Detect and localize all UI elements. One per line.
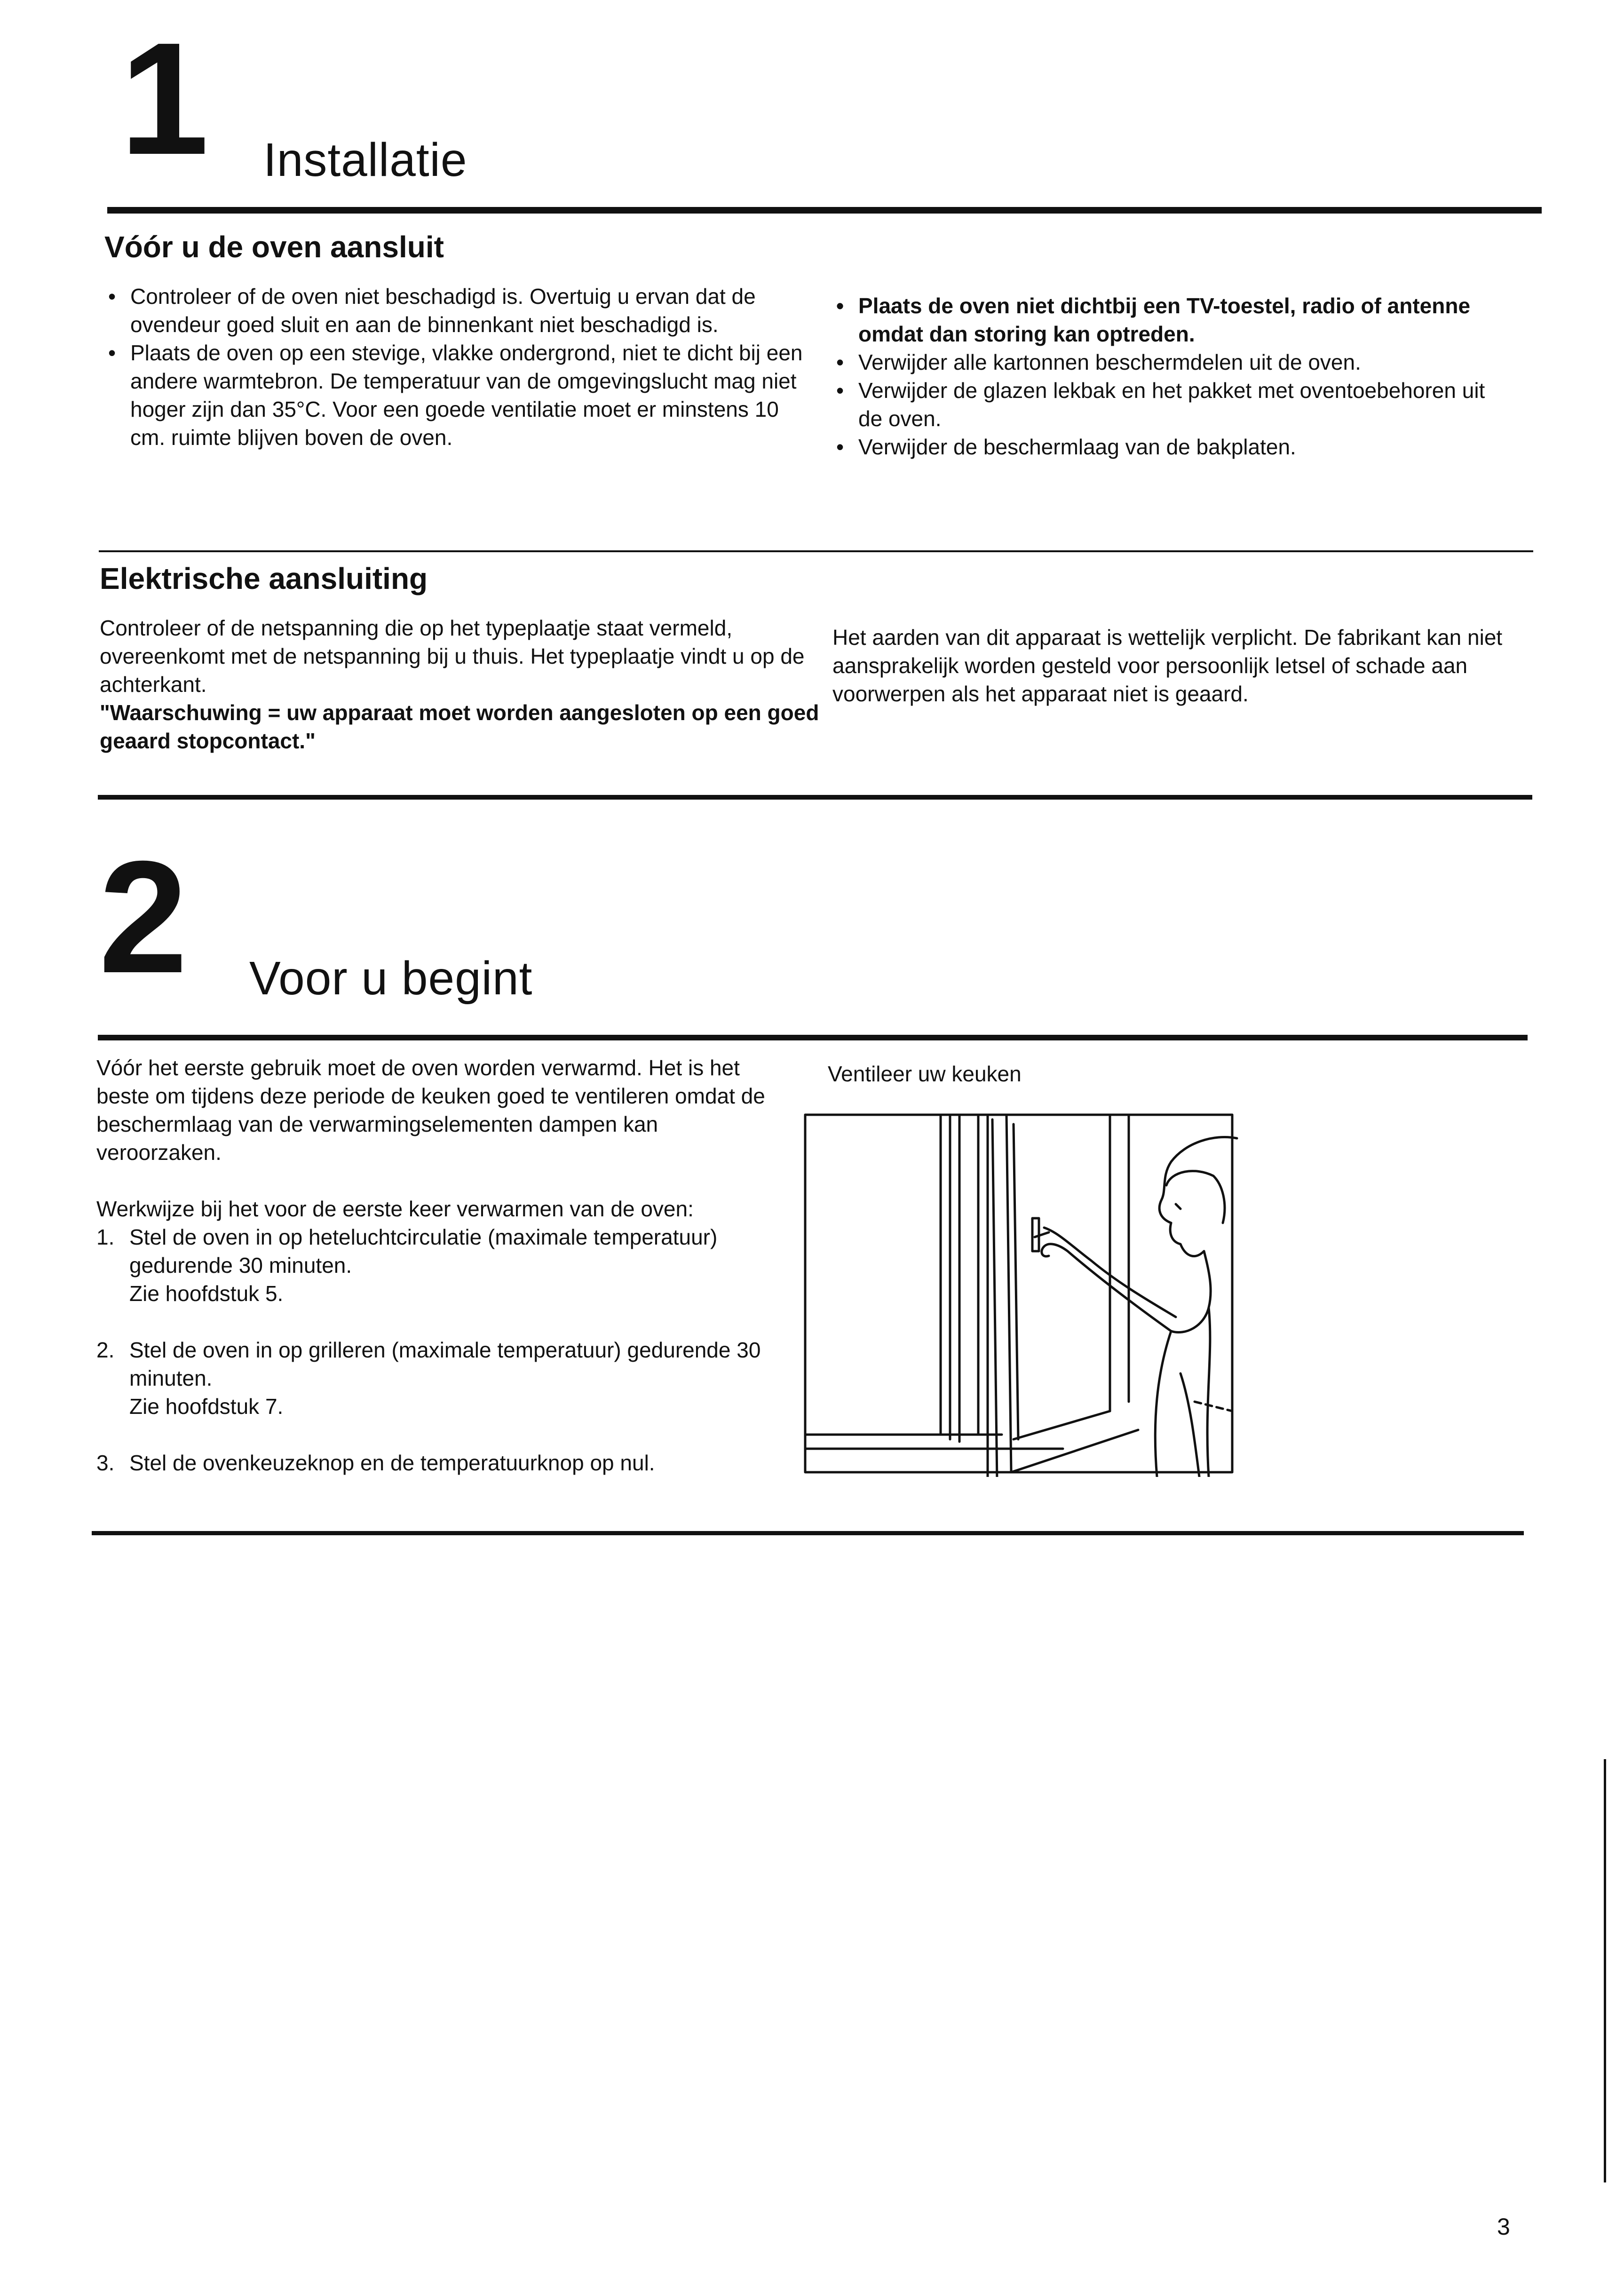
section-electrical-heading: Elektrische aansluiting [100,562,428,595]
electrical-warning: "Waarschuwing = uw apparaat moet worden aangesloten op een goed geaard stopcontact." [100,700,819,753]
section-before-connect-heading: Vóór u de oven aansluit [104,230,444,264]
section-before-connect-left [104,282,810,452]
bullet-item: • Plaats de oven op een stevige, vlakke ondergrond, niet te dicht bij een andere warmtebron. De temperatuur van de omgevingslucht mag niet hoger zijn dan 35°C. Voor een goede ventilatie moet er minstens 10 cm. ruimte blijven boven de oven. [104,339,810,452]
ventilation-illustration [800,1110,1242,1477]
step-reference: Zie hoofdstuk 7. [129,1394,284,1419]
step-number: 2. [96,1338,115,1362]
bullet-item: • Verwijder de beschermlaag van de bakplaten. [832,433,1510,461]
scan-mark [1604,1759,1606,2182]
step-number: 1. [96,1225,115,1249]
chapter-2-end-rule [92,1531,1524,1535]
intro-text: Vóór het eerste gebruik moet de oven worden verwarmd. Het is het beste om tijdens deze periode de keuken goed te ventileren omdat de beschermlaag van de verwarmingselementen dampen kan veroorzaken. [96,1055,765,1165]
chapter-2-rule [98,1035,1528,1040]
chapter-1-rule [107,207,1542,214]
bullet-item: • Verwijder alle kartonnen beschermdelen uit de oven. [832,348,1510,376]
chapter-2-number: 2 [99,828,183,1007]
bullet-item: • Verwijder de glazen lekbak en het pakket met oventoebehoren uit de oven. [832,376,1510,433]
step-number: 3. [96,1451,115,1475]
list-item [96,1223,783,1308]
bullet-item: • Plaats de oven niet dichtbij een TV-toestel, radio of antenne omdat dan storing kan optreden. [832,292,1510,348]
step-text: Stel de oven in op heteluchtcirculatie (maximale temperatuur) gedurende 30 minuten. [129,1225,718,1277]
step-text: Stel de ovenkeuzeknop en de temperatuurknop op nul. [129,1451,655,1475]
list-item [96,1336,783,1420]
bullet-item: • Controleer of de oven niet beschadigd is. Overtuig u ervan dat de ovendeur goed sluit en aan de binnenkant niet beschadigd is. [104,282,810,339]
section-divider [99,550,1533,552]
section-before-connect-right [832,292,1510,461]
figure-caption: Ventileer uw keuken [828,1062,1022,1086]
list-item [96,1449,783,1477]
section-electrical-left [100,614,819,755]
procedure-heading: Werkwijze bij het voor de eerste keer verwarmen van de oven: [96,1197,694,1221]
step-text: Stel de oven in op grilleren (maximale temperatuur) gedurende 30 minuten. [129,1338,761,1390]
page-number: 3 [1497,2214,1510,2240]
electrical-text: Controleer of de netspanning die op het typeplaatje staat vermeld, overeenkomt met de netspanning bij u thuis. Het typeplaatje vindt u op de achterkant. [100,616,805,697]
chapter-1-number: 1 [120,9,205,188]
chapter-2-left [96,1054,783,1505]
chapter-1-end-rule [98,795,1532,800]
step-reference: Zie hoofdstuk 5. [129,1281,284,1306]
chapter-1-title: Installatie [263,134,467,186]
chapter-2-title: Voor u begint [249,952,533,1005]
section-electrical-right: Het aarden van dit apparaat is wettelijk verplicht. De fabrikant kan niet aansprakelijk worden gesteld voor persoonlijk letsel of schade aan voorwerpen als het apparaat niet is geaard. [832,625,1503,706]
